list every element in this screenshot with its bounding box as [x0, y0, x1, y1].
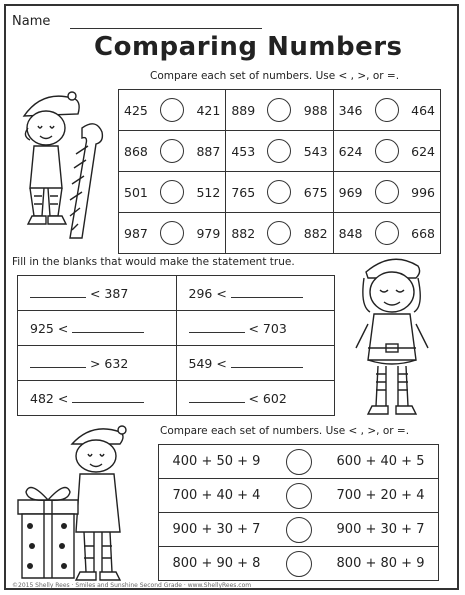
left-number: 624 — [338, 143, 363, 159]
answer-blank[interactable] — [231, 357, 303, 368]
compare-pair — [335, 180, 439, 204]
left-expression: 800 + 90 + 8 — [172, 556, 261, 571]
right-number: 668 — [411, 225, 435, 241]
answer-circle[interactable] — [160, 221, 184, 245]
right-expression: 600 + 40 + 5 — [336, 454, 425, 469]
left-number: 889 — [231, 102, 256, 118]
answer-blank[interactable] — [231, 287, 303, 298]
expanded-row — [159, 479, 439, 513]
name-blank-line[interactable] — [70, 28, 262, 29]
expanded-pair — [160, 449, 437, 475]
left-number: 848 — [338, 225, 363, 241]
fill-cell — [18, 346, 177, 381]
expanded-row — [159, 445, 439, 479]
answer-circle[interactable] — [286, 551, 312, 577]
compare-row — [119, 131, 441, 172]
expanded-row — [159, 513, 439, 547]
fill-row — [18, 381, 335, 416]
answer-circle[interactable] — [267, 221, 291, 245]
answer-circle[interactable] — [267, 139, 291, 163]
answer-blank[interactable] — [30, 357, 86, 368]
answer-circle[interactable] — [375, 139, 399, 163]
compare-pair — [120, 180, 224, 204]
left-number: 346 — [338, 102, 363, 118]
expanded-pair — [160, 551, 437, 577]
compare-cell — [119, 172, 226, 213]
right-number: 979 — [196, 225, 221, 241]
expanded-row — [159, 547, 439, 581]
fill-cell — [18, 381, 177, 416]
right-number: 624 — [411, 143, 435, 159]
left-expression: 900 + 30 + 7 — [172, 522, 261, 537]
statement-suffix: > 632 — [89, 355, 129, 371]
page-title: Comparing Numbers — [94, 32, 403, 62]
compare-row — [119, 90, 441, 131]
right-number: 996 — [411, 184, 435, 200]
fill-cell — [176, 346, 335, 381]
compare-cell — [119, 213, 226, 254]
compare-pair — [335, 221, 439, 245]
right-expression: 700 + 20 + 4 — [336, 488, 425, 503]
left-number: 987 — [124, 225, 148, 241]
expanded-pair — [160, 517, 437, 543]
right-number: 464 — [411, 102, 435, 118]
expanded-cell — [159, 479, 439, 513]
answer-circle[interactable] — [375, 98, 399, 122]
compare-cell — [333, 172, 440, 213]
statement-prefix: 296 < — [188, 285, 227, 301]
answer-circle[interactable] — [267, 98, 291, 122]
fill-cell — [176, 381, 335, 416]
right-number: 887 — [196, 143, 221, 159]
answer-circle[interactable] — [286, 449, 312, 475]
fill-cell — [176, 311, 335, 346]
left-number: 868 — [124, 143, 148, 159]
elf-candy-cane-illustration — [12, 88, 108, 244]
fill-row — [18, 276, 335, 311]
right-expression: 900 + 30 + 7 — [336, 522, 425, 537]
answer-blank[interactable] — [72, 392, 144, 403]
statement-prefix: 925 < — [30, 320, 69, 336]
compare-cell — [333, 131, 440, 172]
answer-circle[interactable] — [267, 180, 291, 204]
expanded-pair — [160, 483, 437, 509]
left-expression: 400 + 50 + 9 — [172, 454, 261, 469]
left-number: 501 — [124, 184, 148, 200]
expanded-cell — [159, 513, 439, 547]
left-number: 453 — [231, 143, 256, 159]
copyright-footer: ©2015 Shelly Rees · Smiles and Sunshine Second Grade · www.ShellyRees.com — [12, 582, 252, 589]
answer-circle[interactable] — [286, 483, 312, 509]
compare-pair — [227, 221, 331, 245]
expanded-cell — [159, 547, 439, 581]
fill-cell — [18, 276, 177, 311]
right-number: 543 — [303, 143, 328, 159]
elf-gift-illustration — [14, 422, 154, 584]
right-number: 882 — [303, 225, 328, 241]
statement-suffix: < 387 — [89, 285, 129, 301]
answer-blank[interactable] — [72, 322, 144, 333]
fill-cell — [176, 276, 335, 311]
fill-blanks-table — [17, 275, 335, 416]
answer-blank[interactable] — [189, 392, 245, 403]
statement-suffix: < 703 — [248, 320, 287, 336]
left-number: 969 — [338, 184, 363, 200]
compare-cell — [226, 131, 333, 172]
compare-cell — [119, 90, 226, 131]
section1-instruction: Compare each set of numbers. Use < , >, or =. — [150, 70, 400, 82]
left-number: 425 — [124, 102, 148, 118]
right-number: 512 — [196, 184, 221, 200]
section3-instruction: Compare each set of numbers. Use < , >, or =. — [160, 425, 410, 437]
statement-prefix: 482 < — [30, 390, 69, 406]
compare-numbers-table — [118, 89, 441, 254]
compare-cell — [226, 172, 333, 213]
compare-pair — [120, 221, 224, 245]
elf-girl-illustration — [342, 248, 440, 420]
compare-row — [119, 172, 441, 213]
answer-circle[interactable] — [160, 139, 184, 163]
compare-cell — [226, 213, 333, 254]
compare-pair — [227, 180, 331, 204]
answer-circle[interactable] — [160, 180, 184, 204]
compare-pair — [227, 139, 331, 163]
left-expression: 700 + 40 + 4 — [172, 488, 261, 503]
right-number: 675 — [303, 184, 328, 200]
fill-row — [18, 311, 335, 346]
right-number: 988 — [303, 102, 328, 118]
statement-prefix: 549 < — [188, 355, 227, 371]
fill-row — [18, 346, 335, 381]
compare-cell — [333, 90, 440, 131]
answer-circle[interactable] — [375, 221, 399, 245]
compare-pair — [227, 98, 331, 122]
section2-instruction: Fill in the blanks that would make the statement true. — [12, 256, 295, 268]
compare-pair — [120, 139, 224, 163]
statement-suffix: < 602 — [248, 390, 287, 406]
compare-pair — [120, 98, 224, 122]
compare-cell — [119, 131, 226, 172]
left-number: 765 — [231, 184, 256, 200]
name-label: Name — [12, 14, 51, 29]
expanded-cell — [159, 445, 439, 479]
answer-blank[interactable] — [189, 322, 245, 333]
compare-pair — [335, 98, 439, 122]
fill-cell — [18, 311, 177, 346]
answer-circle[interactable] — [160, 98, 184, 122]
compare-cell — [226, 90, 333, 131]
right-number: 421 — [196, 102, 221, 118]
compare-pair — [335, 139, 439, 163]
left-number: 882 — [231, 225, 256, 241]
answer-blank[interactable] — [30, 287, 86, 298]
right-expression: 800 + 80 + 9 — [336, 556, 425, 571]
compare-expanded-table — [158, 444, 439, 581]
answer-circle[interactable] — [286, 517, 312, 543]
answer-circle[interactable] — [375, 180, 399, 204]
